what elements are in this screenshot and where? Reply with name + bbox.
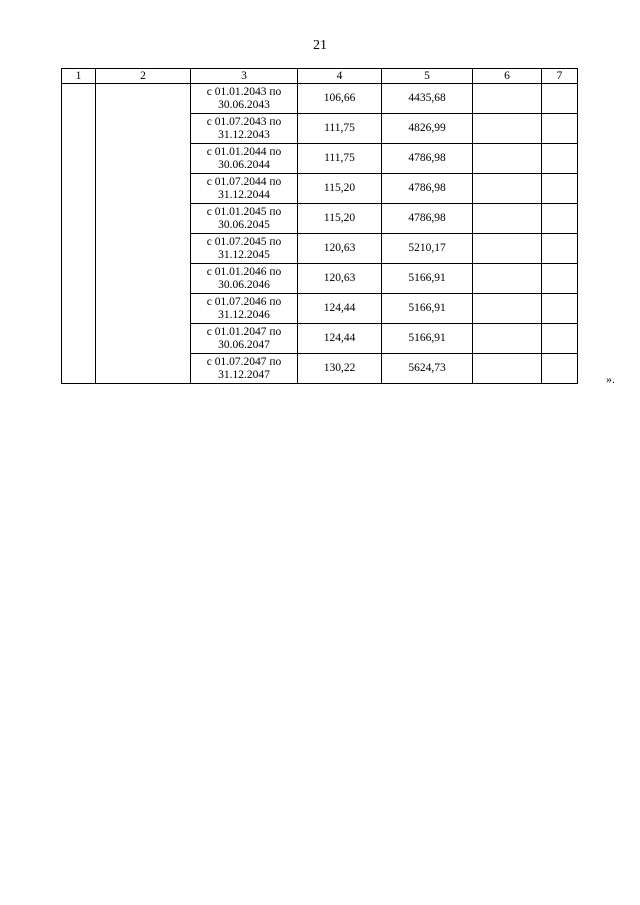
empty-cell — [542, 234, 578, 264]
empty-cell — [542, 294, 578, 324]
empty-cell — [542, 144, 578, 174]
value4-cell: 115,20 — [298, 174, 382, 204]
value4-cell: 124,44 — [298, 294, 382, 324]
period-cell: с 01.01.2047 по 30.06.2047 — [191, 324, 298, 354]
value5-cell: 5166,91 — [382, 264, 473, 294]
value4-cell: 124,44 — [298, 324, 382, 354]
empty-cell — [473, 324, 542, 354]
period-cell: с 01.01.2045 по 30.06.2045 — [191, 204, 298, 234]
period-cell: с 01.07.2047 по 31.12.2047 — [191, 354, 298, 384]
period-cell: с 01.07.2046 по 31.12.2046 — [191, 294, 298, 324]
empty-cell — [542, 324, 578, 354]
empty-cell — [473, 84, 542, 114]
empty-cell — [473, 114, 542, 144]
value5-cell: 5166,91 — [382, 324, 473, 354]
merged-cell-col1 — [62, 84, 96, 384]
value5-cell: 4435,68 — [382, 84, 473, 114]
empty-cell — [473, 264, 542, 294]
tariff-table — [61, 68, 578, 384]
period-cell: с 01.07.2045 по 31.12.2045 — [191, 234, 298, 264]
column-header: 6 — [473, 69, 542, 84]
column-header: 3 — [191, 69, 298, 84]
value5-cell: 4786,98 — [382, 174, 473, 204]
value4-cell: 111,75 — [298, 144, 382, 174]
empty-cell — [542, 114, 578, 144]
empty-cell — [473, 294, 542, 324]
value4-cell: 115,20 — [298, 204, 382, 234]
closing-quote-mark: ». — [606, 372, 615, 386]
value4-cell: 120,63 — [298, 264, 382, 294]
column-header: 1 — [62, 69, 96, 84]
empty-cell — [473, 354, 542, 384]
table-header-row — [62, 69, 578, 84]
period-cell: с 01.01.2043 по 30.06.2043 — [191, 84, 298, 114]
page-number: 21 — [313, 38, 327, 53]
value4-cell: 120,63 — [298, 234, 382, 264]
column-header: 2 — [96, 69, 191, 84]
period-cell: с 01.01.2044 по 30.06.2044 — [191, 144, 298, 174]
value4-cell: 111,75 — [298, 114, 382, 144]
empty-cell — [542, 204, 578, 234]
merged-cell-col2 — [96, 84, 191, 384]
empty-cell — [473, 234, 542, 264]
empty-cell — [542, 264, 578, 294]
period-cell: с 01.07.2044 по 31.12.2044 — [191, 174, 298, 204]
empty-cell — [473, 174, 542, 204]
empty-cell — [542, 354, 578, 384]
value5-cell: 5624,73 — [382, 354, 473, 384]
period-cell: с 01.01.2046 по 30.06.2046 — [191, 264, 298, 294]
column-header: 4 — [298, 69, 382, 84]
value5-cell: 4826,99 — [382, 114, 473, 144]
value4-cell: 106,66 — [298, 84, 382, 114]
empty-cell — [542, 84, 578, 114]
empty-cell — [473, 204, 542, 234]
value4-cell: 130,22 — [298, 354, 382, 384]
value5-cell: 4786,98 — [382, 144, 473, 174]
period-cell: с 01.07.2043 по 31.12.2043 — [191, 114, 298, 144]
value5-cell: 5210,17 — [382, 234, 473, 264]
value5-cell: 4786,98 — [382, 204, 473, 234]
empty-cell — [542, 174, 578, 204]
value5-cell: 5166,91 — [382, 294, 473, 324]
empty-cell — [473, 144, 542, 174]
table-row — [62, 84, 578, 114]
column-header: 5 — [382, 69, 473, 84]
column-header: 7 — [542, 69, 578, 84]
